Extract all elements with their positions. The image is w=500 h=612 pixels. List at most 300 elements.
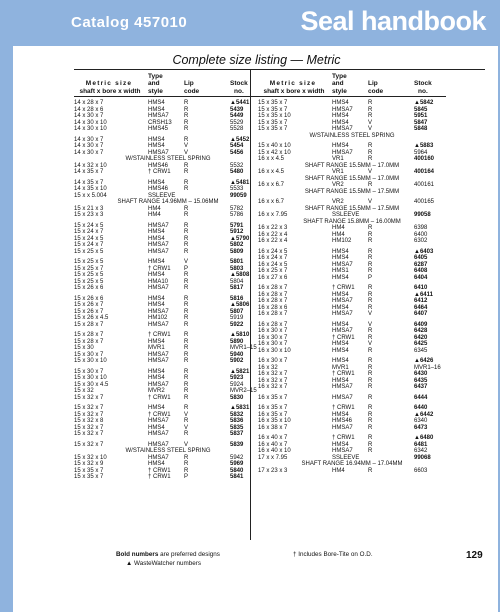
stock-cell: 5801 [230, 259, 244, 265]
lip-cell: R [184, 162, 189, 169]
stock-cell: ▲6411 [414, 291, 433, 298]
size-cell: 15 x 30 x 10 [74, 358, 107, 364]
size-cell: 14 x 28 x 6 [74, 106, 104, 113]
stock-cell: ▲5831 [230, 405, 250, 411]
table-row [74, 431, 262, 438]
lip-cell: V [184, 411, 189, 418]
lip-cell: R [368, 261, 373, 268]
type-cell: HMSA7 [332, 424, 353, 431]
size-cell: 16 x 30 x 10 [258, 347, 291, 354]
size-cell: 16 x 24 x 7 [258, 255, 288, 261]
size-cell: 14 x 30 x 7 [74, 143, 104, 149]
type-cell: HMSA7 [148, 431, 169, 437]
type-cell: HMSA7 [148, 248, 169, 255]
type-cell: HMS4 [332, 304, 349, 311]
stock-cell: 5786 [230, 212, 244, 218]
stock-header-1: Stock [230, 80, 248, 87]
stock-cell: 5439 [230, 106, 244, 113]
stock-cell: ▲5481 [230, 179, 250, 186]
stock-cell: 5940 [230, 351, 244, 358]
lip-cell: V [368, 199, 373, 205]
type-cell: HMS4 [148, 375, 165, 381]
size-cell: 15 x 24 x 7 [74, 242, 104, 248]
stock-cell: 5449 [230, 113, 244, 119]
type-cell: HMSA7 [148, 113, 169, 119]
stock-cell: 5924 [230, 381, 244, 388]
lip-cell: R [368, 143, 373, 149]
type-cell: HMS4 [332, 274, 349, 281]
type-cell: HMSA7 [332, 298, 353, 304]
lip-cell: R [368, 298, 373, 304]
lip-cell: V [368, 321, 373, 328]
size-cell: 15 x 35 x 7 [258, 119, 288, 126]
type-cell: HMSA7 [332, 448, 353, 454]
type-cell: † CRW1 [148, 265, 171, 272]
type-cell: HMSA7 [148, 242, 169, 248]
range-note: SHAFT RANGE 15.5MM – 17.0MM [304, 175, 400, 182]
lip-cell: R [368, 328, 373, 334]
type-cell: † CRW1 [332, 285, 355, 291]
stock-cell: ▲5821 [230, 368, 250, 375]
type-cell: † CRW1 [332, 405, 355, 411]
lip-cell: R [184, 119, 189, 126]
size-cell: 16 x x 4.5 [258, 156, 285, 162]
type-cell: HMS4 [332, 358, 349, 364]
type-cell: HMS1 [332, 268, 349, 274]
type-cell: † CRW1 [332, 334, 355, 341]
size-cell: 15 x 35 x 10 [258, 113, 291, 119]
range-note: SHAFT RANGE 15.8MM – 16.00MM [303, 218, 401, 225]
lip-cell: R [368, 149, 373, 156]
range-note: SHAFT RANGE 15.5MM – 17.5MM [304, 205, 400, 212]
stock-cell: 5803 [230, 265, 244, 272]
size-cell: 16 x x 6.7 [258, 199, 285, 205]
stock-cell: ▲6480 [414, 435, 434, 441]
type-cell: HMS4 [332, 100, 349, 106]
stock-cell: 5890 [230, 338, 244, 345]
type-cell: HM4 [332, 231, 345, 238]
size-cell: 15 x 30 x 4.5 [74, 381, 109, 388]
table-row [74, 212, 262, 219]
size-cell: 15 x 30 x 7 [74, 368, 104, 375]
size-cell: 16 x 28 x 7 [258, 298, 288, 304]
stock-cell: 5942 [230, 454, 244, 461]
size-cell: 14 x 28 x 7 [74, 100, 104, 106]
stock-cell: 5802 [230, 242, 244, 248]
type-cell: HMS4 [148, 136, 165, 143]
type-cell: HMSA7 [148, 351, 169, 358]
stock-cell: 5816 [230, 295, 244, 302]
lip-header-2: code [368, 88, 384, 95]
column-header [258, 71, 446, 97]
size-cell: 15 x 32 x 8 [74, 418, 104, 424]
size-cell: 15 x 35 x 7 [258, 106, 288, 113]
stock-cell: ▲5806 [230, 302, 250, 308]
left-table-body [74, 100, 262, 481]
type-cell: HM4 [332, 467, 345, 474]
stock-cell: ▲5452 [230, 136, 250, 143]
stock-cell: 6345 [414, 347, 428, 354]
type-cell: HMS46 [148, 186, 169, 192]
size-cell: 16 x 38 x 7 [258, 424, 288, 431]
size-cell: 16 x 35 x 10 [258, 418, 291, 424]
type-cell: HMS4 [148, 106, 165, 113]
size-cell: 16 x 30 x 7 [258, 334, 288, 341]
stock-cell: 6481 [414, 441, 428, 448]
stock-cell: 6342 [414, 448, 428, 454]
stock-cell: 5817 [230, 285, 244, 291]
lip-cell: R [368, 231, 373, 238]
size-cell: 16 x 40 x 7 [258, 435, 288, 441]
table-row [74, 249, 262, 256]
size-cell: 15 x 40 x 10 [258, 143, 291, 149]
size-cell: 16 x 35 x 7 [258, 411, 288, 418]
type-cell: HMS45 [148, 126, 169, 132]
lip-cell: R [184, 358, 189, 364]
type-cell: HMS4 [148, 235, 165, 242]
type-cell: HM4 [148, 212, 161, 218]
stock-cell: 5841 [230, 474, 244, 480]
size-cell: 16 x x 6.7 [258, 182, 285, 188]
lip-cell: R [368, 255, 373, 261]
size-cell: 16 x 32 x 7 [258, 384, 288, 390]
stock-cell: 5529 [230, 119, 244, 126]
lip-cell: R [184, 106, 189, 113]
stock-cell: MVR1–16 [414, 364, 441, 371]
lip-cell: R [184, 381, 189, 388]
size-cell: 16 x 28 x 6 [258, 304, 288, 311]
size-cell: 15 x 24 x 7 [74, 229, 104, 235]
lip-cell: R [184, 351, 189, 358]
type-header-1: Type [148, 73, 163, 80]
stock-cell: 6405 [414, 255, 428, 261]
size-cell: 15 x 32 x 7 [74, 394, 104, 401]
size-cell: 17 x x 7.95 [258, 454, 288, 461]
size-subheader: shaft x bore x width [79, 88, 141, 95]
size-cell: 15 x 25 x 5 [74, 259, 104, 265]
type-header-3: style [332, 88, 347, 95]
lip-cell: V [368, 311, 373, 317]
stock-cell: 6435 [414, 377, 428, 384]
lip-cell: R [184, 136, 189, 143]
type-cell: VR2 [332, 182, 344, 188]
size-cell: 15 x 26 x 6 [74, 295, 104, 302]
table-note-row [258, 133, 446, 140]
type-cell: VR2 [332, 199, 344, 205]
type-cell: HMS4 [332, 347, 349, 354]
size-cell: 17 x 23 x 3 [258, 467, 288, 474]
stock-cell: 5836 [230, 418, 244, 424]
table-row [258, 468, 446, 475]
size-cell: 16 x 28 x 7 [258, 321, 288, 328]
size-cell: 14 x 30 x 7 [74, 136, 104, 143]
stock-cell: ▲5790 [230, 235, 250, 242]
range-note: W/STAINLESS STEEL SPRING [125, 156, 211, 162]
lip-cell: R [184, 375, 189, 381]
footnote-preferred: are preferred designs [158, 551, 220, 558]
lip-cell: R [368, 304, 373, 311]
stock-cell: 5840 [230, 467, 244, 474]
table-row [74, 126, 262, 133]
lip-cell: V [184, 149, 189, 156]
size-cell: 15 x 35 x 7 [74, 474, 104, 480]
lip-cell: R [368, 377, 373, 384]
lip-cell: R [184, 394, 189, 401]
page-number: 129 [466, 550, 483, 561]
right-table-body [258, 100, 446, 474]
stock-cell: ▲5810 [230, 332, 250, 338]
table-row [258, 425, 446, 432]
type-cell: HMS4 [332, 248, 349, 255]
type-cell: HMS46 [332, 418, 353, 424]
table-row [258, 384, 446, 391]
size-cell: 14 x 35 x 10 [74, 186, 107, 192]
lip-cell: R [184, 242, 189, 248]
lip-cell: R [368, 435, 373, 441]
type-cell: HMS4 [148, 295, 165, 302]
lip-header-2: code [184, 88, 200, 95]
stock-cell: ▲5842 [414, 100, 434, 106]
lip-cell: R [368, 291, 373, 298]
footnote-wastewatcher: ▲ WasteWatcher numbers [126, 560, 202, 567]
lip-cell: R [184, 454, 189, 461]
size-cell: 15 x 32 x 7 [74, 405, 104, 411]
page-title: Complete size listing — Metric [172, 53, 341, 67]
lip-cell: R [368, 334, 373, 341]
type-cell: HMSA7 [148, 149, 169, 156]
lip-cell: V [184, 259, 189, 265]
stock-cell: 5782 [230, 205, 244, 212]
footnote-bold [116, 551, 220, 558]
stock-cell: 5532 [230, 162, 244, 169]
lip-cell: R [184, 308, 189, 315]
size-cell: 15 x 42 x 10 [258, 149, 291, 156]
type-cell: HMS4 [148, 179, 165, 186]
stock-cell: 5454 [230, 143, 244, 149]
catalog-label: Catalog 457010 [71, 14, 188, 31]
size-cell: 15 x 25 x 7 [74, 265, 104, 272]
size-subheader: shaft x bore x width [263, 88, 325, 95]
type-cell: HMSA7 [332, 261, 353, 268]
lip-cell: R [368, 225, 373, 231]
lip-cell: R [184, 345, 189, 351]
size-cell: 14 x 30 x 7 [74, 149, 104, 156]
size-cell: 15 x 32 x 7 [74, 424, 104, 431]
stock-cell: 6430 [414, 371, 428, 377]
size-cell: 16 x 32 x 7 [258, 371, 288, 377]
stock-header-2: no. [418, 88, 428, 95]
size-cell: 16 x 28 x 7 [258, 311, 288, 317]
type-cell: HMS4 [148, 143, 165, 149]
lip-cell: R [368, 371, 373, 377]
table-row [74, 322, 262, 329]
size-cell: 15 x 30 x 10 [74, 375, 107, 381]
lip-cell: R [184, 229, 189, 235]
type-cell: HMS4 [332, 341, 349, 347]
size-cell: 15 x 32 x 9 [74, 461, 104, 467]
type-cell: MVR1 [148, 345, 165, 351]
stock-cell: 5847 [414, 119, 428, 126]
type-header-3: style [148, 88, 163, 95]
type-cell: HMSA7 [332, 384, 353, 390]
size-cell: 15 x 24 x 5 [74, 222, 104, 229]
lip-cell: R [368, 106, 373, 113]
stock-cell: ▲5883 [414, 143, 434, 149]
table-note-row [258, 189, 446, 196]
type-cell: HMA10 [148, 278, 169, 285]
lip-cell: R [184, 418, 189, 424]
type-cell: HMS46 [148, 162, 169, 169]
stock-cell: 6473 [414, 424, 428, 431]
type-cell: HMSA7 [332, 126, 353, 132]
lip-cell: P [184, 265, 189, 272]
lip-cell: R [368, 418, 373, 424]
header-banner [0, 0, 500, 46]
size-cell: 15 x 28 x 7 [74, 338, 104, 345]
stock-cell: 6409 [414, 321, 428, 328]
lip-cell: R [368, 347, 373, 354]
stock-cell: 5835 [230, 424, 244, 431]
stock-cell: 5832 [230, 411, 244, 418]
lip-cell: R [368, 364, 373, 371]
right-column [258, 71, 446, 474]
type-cell: HM102 [332, 238, 352, 244]
type-cell: SSLEEVE [148, 192, 176, 199]
stock-cell: 6340 [414, 418, 428, 424]
type-cell: HMS4 [332, 377, 349, 384]
size-cell: 16 x 40 x 7 [258, 441, 288, 448]
lip-cell: V [184, 441, 189, 448]
type-cell: HM4 [332, 225, 345, 231]
stock-cell: 6400 [414, 231, 428, 238]
size-cell: 16 x 22 x 4 [258, 238, 288, 244]
size-cell: 15 x 32 x 10 [74, 454, 107, 461]
lip-cell: R [184, 126, 189, 132]
lip-cell: R [368, 285, 373, 291]
type-cell: HM4 [148, 205, 161, 212]
size-cell: 14 x 35 x 7 [74, 169, 104, 175]
lip-cell: V [184, 143, 189, 149]
size-cell: 15 x 23 x 3 [74, 212, 104, 218]
size-cell: 16 x 25 x 7 [258, 268, 288, 274]
type-cell: HMS4 [148, 259, 165, 265]
stock-cell: 6404 [414, 274, 428, 281]
stock-cell: 6408 [414, 268, 428, 274]
size-cell: 16 x 27 x 6 [258, 274, 288, 281]
lip-cell: R [184, 285, 189, 291]
size-cell: 15 x 35 x 7 [74, 467, 104, 474]
lip-cell: P [368, 274, 373, 281]
type-cell: HMS4 [148, 368, 165, 375]
lip-cell: V [368, 126, 373, 132]
stock-header-1: Stock [414, 80, 432, 87]
lip-cell: R [184, 205, 189, 212]
type-cell: HMS4 [332, 143, 349, 149]
footnote-bold-word: Bold numbers [116, 551, 159, 558]
stock-cell: 6287 [414, 261, 428, 268]
size-cell: 16 x 30 x 7 [258, 358, 288, 364]
lip-cell: R [368, 238, 373, 244]
lip-cell: R [368, 394, 373, 401]
type-cell: HMSA7 [332, 149, 353, 156]
type-cell: HMS4 [332, 411, 349, 418]
lip-cell: R [184, 100, 189, 106]
table-row [258, 238, 446, 245]
stock-cell: MVR2–15 [230, 388, 257, 394]
lip-cell: R [368, 358, 373, 364]
size-cell: 15 x 26 x 6 [74, 285, 104, 291]
type-cell: † CRW1 [148, 332, 171, 338]
stock-cell: ▲6442 [414, 411, 434, 418]
type-cell: CRSH13 [148, 119, 172, 126]
size-cell: 14 x 30 x 10 [74, 119, 107, 126]
size-cell: 14 x 35 x 7 [74, 179, 104, 186]
lip-cell: R [368, 268, 373, 274]
size-cell: 15 x 32 x 7 [74, 441, 104, 448]
type-cell: † CRW1 [148, 474, 171, 480]
lip-cell: R [184, 113, 189, 119]
type-cell: HMSA7 [148, 358, 169, 364]
lip-cell: R [184, 179, 189, 186]
size-cell: 16 x 28 x 7 [258, 291, 288, 298]
size-cell: 15 x 30 x 7 [74, 351, 104, 358]
lip-cell: R [184, 278, 189, 285]
lip-cell: R [368, 113, 373, 119]
stock-cell: 6407 [414, 311, 428, 317]
lip-cell: R [184, 405, 189, 411]
type-cell: MVR1 [332, 364, 349, 371]
lip-cell: R [368, 156, 373, 162]
type-cell: HMSA7 [148, 222, 169, 229]
type-cell: HMSA7 [332, 311, 353, 317]
stock-cell: 6302 [414, 238, 428, 244]
stock-cell: 5919 [230, 315, 244, 321]
stock-cell: 5837 [230, 431, 244, 437]
size-cell: 14 x 30 x 7 [74, 113, 104, 119]
stock-cell: 5912 [230, 229, 244, 235]
lip-cell: R [184, 169, 189, 175]
size-cell: 15 x 25 x 5 [74, 248, 104, 255]
size-cell: 16 x 24 x 5 [258, 261, 288, 268]
lip-cell: R [184, 295, 189, 302]
lip-cell: V [368, 169, 373, 175]
type-cell: HMS4 [332, 321, 349, 328]
lip-cell: R [368, 405, 373, 411]
top-rule [74, 69, 485, 70]
type-cell: HMSA7 [148, 308, 169, 315]
size-cell: 15 x 28 x 7 [74, 321, 104, 328]
stock-cell: ▲6403 [414, 248, 434, 255]
stock-cell: 6412 [414, 298, 428, 304]
footnote-bore-tite: † Includes Bore-Tite on O.D. [293, 551, 373, 558]
lip-cell: R [184, 302, 189, 308]
stock-cell: 5480 [230, 169, 244, 175]
type-cell: HMS4 [148, 302, 165, 308]
lip-cell: V [184, 424, 189, 431]
stock-cell: 6420 [414, 334, 428, 341]
stock-cell: 5791 [230, 222, 244, 229]
stock-cell: 6603 [414, 467, 428, 474]
size-cell: 15 x 32 x 7 [74, 411, 104, 418]
lip-cell: R [184, 222, 189, 229]
stock-cell: 5807 [230, 308, 244, 315]
size-cell: 16 x 35 x 7 [258, 394, 288, 401]
type-cell: † CRW1 [148, 467, 171, 474]
stock-cell: 5923 [230, 375, 244, 381]
size-cell: 16 x 32 [258, 364, 278, 371]
type-cell: HMS4 [332, 291, 349, 298]
size-cell: 16 x 40 x 10 [258, 448, 291, 454]
